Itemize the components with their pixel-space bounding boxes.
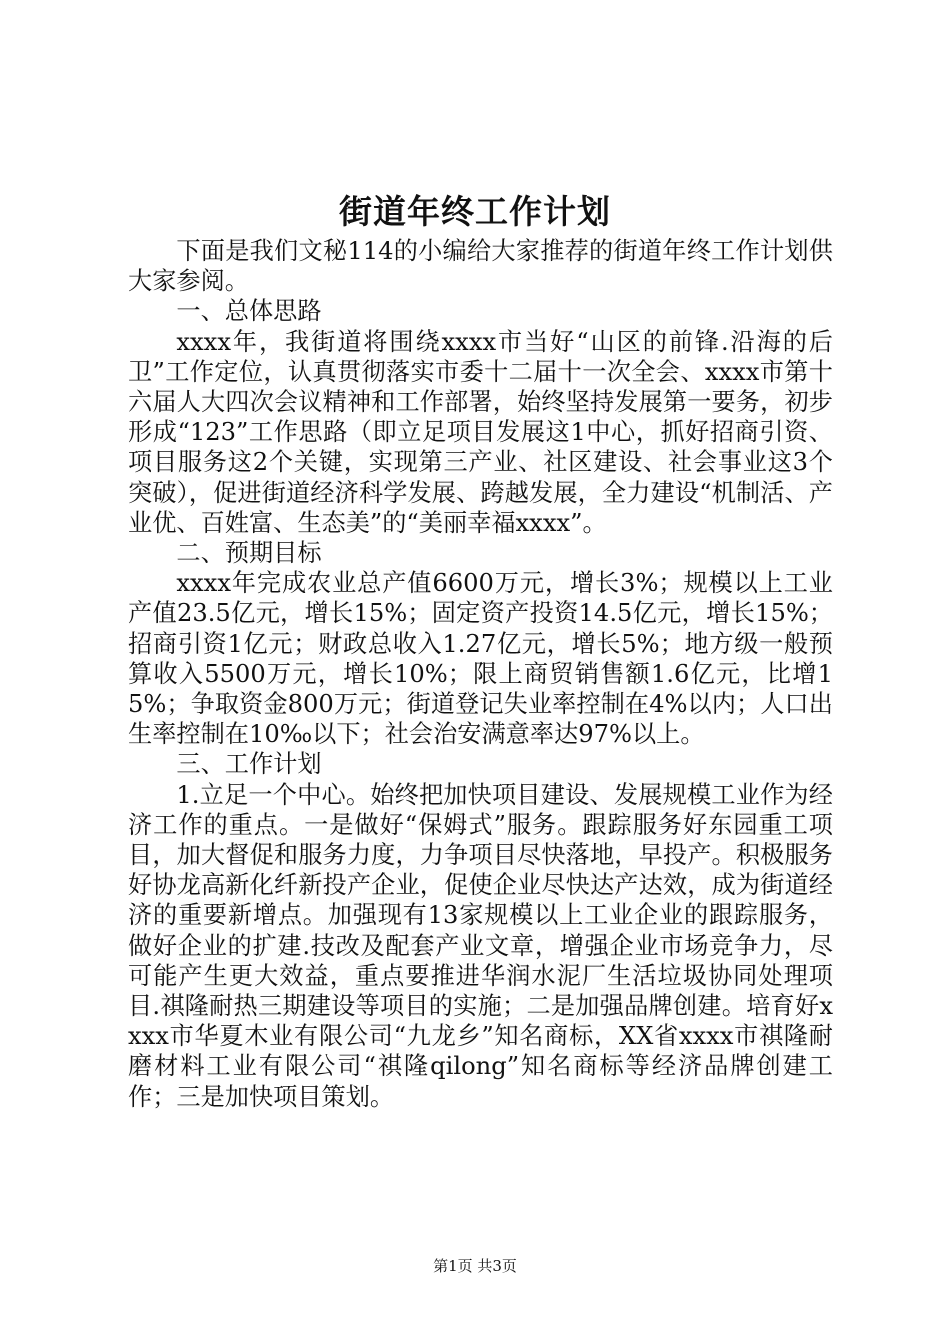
document-title: 街道年终工作计划 [339, 192, 611, 231]
page-footer: 第1页 共3页 [433, 1257, 517, 1275]
body-paragraph: 1.立足一个中心。始终把加快项目建设、发展规模工业作为经济工作的重点。一是做好“保姆式”服务。跟踪服务好东园重工项目，加大督促和服务力度，力争项目尽快落地，早投产。积极服务好协龙高新化纤新投产企业，促使企业尽快达产达效，成为街道经济的重要新增点。加强现有13家规模以上工业企业的跟踪服务，做好企业的扩建.技改及配套产业文章，增强企业市场竞争力，尽可能产生更大效益，重点要推进华润水泥厂生活垃圾协同处理项目.祺隆耐热三期建设等项目的实施；二是加强品牌创建。培育好xxxx市华夏木业有限公司“九龙乡”知名商标，XX省xxxx市祺隆耐磨材料工业有限公司“祺隆qilong”知名商标等经济品牌创建工作；三是加快项目策划。 [128, 780, 833, 1111]
document-body [128, 236, 833, 1112]
section-heading-3: 三、工作计划 [176, 750, 322, 779]
section-heading-1: 一、总体思路 [176, 297, 322, 326]
body-paragraph: xxxx年完成农业总产值6600万元，增长3%；规模以上工业产值23.5亿元，增长15%；固定资产投资14.5亿元，增长15%；招商引资1亿元；财政总收入1.27亿元，增长5%；地方级一般预算收入5500万元，增长10%；限上商贸销售额1.6亿元，比增15%；争取资金800万元；街道登记失业率控制在4%以内；人口出生率控制在10‰以下；社会治安满意率达97%以上。 [128, 569, 833, 749]
intro-paragraph: 下面是我们文秘114的小编给大家推荐的街道年终工作计划供大家参阅。 [128, 237, 833, 296]
body-paragraph: xxxx年，我街道将围绕xxxx市当好“山区的前锋.沿海的后卫”工作定位，认真贯彻落实市委十二届十一次全会、xxxx市第十六届人大四次会议精神和工作部署，始终坚持发展第一要务，初步形成“123”工作思路（即立足项目发展这1中心，抓好招商引资、项目服务这2个关键，实现第三产业、社区建设、社会事业这3个突破），促进街道经济科学发展、跨越发展，全力建设“机制活、产业优、百姓富、生态美”的“美丽幸福xxxx”。 [128, 327, 833, 537]
section-heading-2: 二、预期目标 [176, 539, 322, 568]
